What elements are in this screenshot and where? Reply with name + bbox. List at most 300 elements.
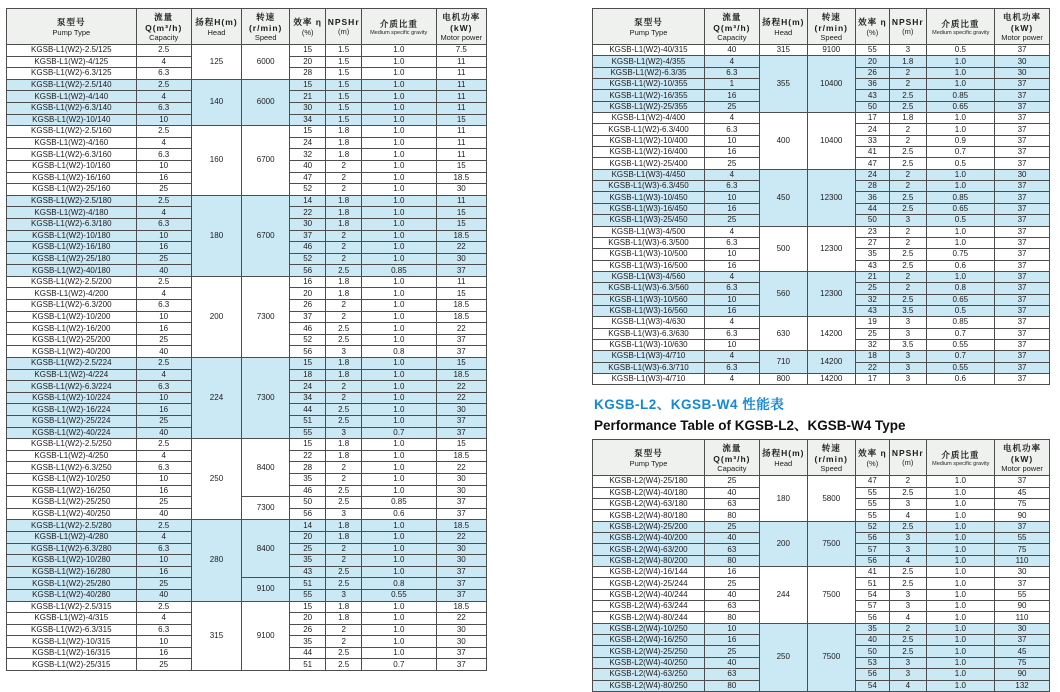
gravity-cell: 0.7 [926,328,995,339]
power-cell: 37 [995,226,1050,237]
npshr-cell: 1.8 [326,520,362,532]
npshr-cell: 4 [890,510,927,521]
head-cell: 200 [759,521,807,566]
capacity-cell: 2.5 [136,601,191,613]
gravity-cell: 0.85 [362,497,436,509]
capacity-cell: 10 [704,249,759,260]
gravity-cell: 1.0 [362,485,436,497]
efficiency-cell: 55 [855,45,889,56]
capacity-cell: 4 [704,373,759,384]
gravity-cell: 1.0 [362,624,436,636]
pump-type-cell: KGSB-L2(W4)-80/180 [593,510,705,521]
gravity-cell: 0.5 [926,45,995,56]
npshr-cell: 2.5 [890,567,927,578]
efficiency-cell: 57 [855,601,889,612]
pump-type-cell: KGSB-L1(W2)-40/224 [7,427,137,439]
efficiency-cell: 15 [290,358,326,370]
gravity-cell: 1.0 [362,56,436,68]
speed-cell: 14200 [807,373,855,384]
efficiency-cell: 20 [290,56,326,68]
efficiency-cell: 52 [290,184,326,196]
gravity-cell: 1.0 [926,181,995,192]
gravity-cell: 1.0 [926,521,995,532]
power-cell: 15 [436,160,486,172]
efficiency-cell: 21 [290,91,326,103]
capacity-cell: 2.5 [136,358,191,370]
gravity-cell: 1.0 [926,646,995,657]
efficiency-cell: 55 [290,427,326,439]
capacity-cell: 2.5 [136,520,191,532]
capacity-cell: 10 [704,623,759,634]
pump-type-cell: KGSB-L1(W2)-4/140 [7,91,137,103]
gravity-cell: 1.0 [362,218,436,230]
power-cell: 45 [995,487,1050,498]
efficiency-cell: 40 [855,635,889,646]
pump-type-cell: KGSB-L1(W2)-10/315 [7,636,137,648]
column-header-cn: 效率 η [858,448,887,459]
npshr-cell: 2 [326,184,362,196]
capacity-cell: 16 [136,172,191,184]
npshr-cell: 2 [326,230,362,242]
npshr-cell: 3 [890,328,927,339]
efficiency-cell: 22 [290,207,326,219]
efficiency-cell: 16 [290,276,326,288]
gravity-cell: 1.0 [926,124,995,135]
pump-type-cell: KGSB-L2(W4)-80/200 [593,555,705,566]
gravity-cell: 1.0 [362,392,436,404]
column-header-cn: 效率 η [293,17,322,27]
npshr-cell: 2 [326,392,362,404]
npshr-cell: 2 [326,300,362,312]
power-cell: 30 [436,485,486,497]
kgsb-l2-w4-table [592,439,1050,692]
efficiency-cell: 20 [290,531,326,543]
gravity-cell: 1.0 [926,169,995,180]
column-header-cn: 流量Q(m³/h) [145,12,183,33]
npshr-cell: 1.8 [326,137,362,149]
pump-type-cell: KGSB-L1(W2)-10/224 [7,392,137,404]
power-cell: 37 [436,265,486,277]
pump-type-cell: KGSB-L1(W2)-16/160 [7,172,137,184]
column-header-cn: 泵型号 [634,448,663,459]
column-header [807,9,855,45]
npshr-cell: 1.8 [326,358,362,370]
pump-type-cell: KGSB-L2(W4)-40/200 [593,533,705,544]
capacity-cell: 10 [136,392,191,404]
efficiency-cell: 46 [290,323,326,335]
gravity-cell: 1.0 [362,242,436,254]
gravity-cell: 1.0 [362,300,436,312]
npshr-cell: 1.5 [326,79,362,91]
capacity-cell: 16 [136,323,191,335]
gravity-cell: 1.0 [926,589,995,600]
pump-type-cell: KGSB-L1(W2)-40/250 [7,508,137,520]
gravity-cell: 0.8 [926,283,995,294]
capacity-cell: 6.3 [704,237,759,248]
column-header-en: Pump Type [629,459,668,469]
table-row [593,271,1050,282]
table-row [593,113,1050,124]
efficiency-cell: 54 [855,680,889,691]
power-cell: 37 [995,192,1050,203]
efficiency-cell: 22 [290,450,326,462]
power-cell: 37 [436,334,486,346]
gravity-cell: 1.0 [926,79,995,90]
efficiency-cell: 21 [855,271,889,282]
npshr-cell: 2.5 [326,485,362,497]
power-cell: 30 [995,67,1050,78]
efficiency-cell: 30 [290,102,326,114]
capacity-cell: 6.3 [136,624,191,636]
pump-type-cell: KGSB-L2(W4)-63/250 [593,669,705,680]
gravity-cell: 1.0 [926,555,995,566]
power-cell: 30 [436,543,486,555]
pump-type-cell: KGSB-L1(W3)-4/450 [593,169,705,180]
head-cell: 125 [191,45,241,80]
gravity-cell: 1.0 [926,499,995,510]
table-row [593,567,1050,578]
speed-cell: 9100 [242,578,290,601]
gravity-cell: 1.0 [362,311,436,323]
pump-type-cell: KGSB-L1(W2)-4/180 [7,207,137,219]
capacity-cell: 10 [704,135,759,146]
column-header-cn: 电机功率(kW) [1003,443,1042,465]
npshr-cell: 2.5 [326,404,362,416]
efficiency-cell: 37 [290,230,326,242]
table-row [7,79,487,91]
power-cell: 37 [995,79,1050,90]
npshr-cell: 3 [326,427,362,439]
npshr-cell: 2.5 [890,487,927,498]
capacity-cell: 25 [136,497,191,509]
gravity-cell: 1.0 [926,657,995,668]
pump-type-cell: KGSB-L1(W3)-6.3/560 [593,283,705,294]
efficiency-cell: 28 [290,462,326,474]
npshr-cell: 1.8 [326,207,362,219]
npshr-cell: 1.8 [890,113,927,124]
gravity-cell: 0.85 [926,90,995,101]
speed-cell: 7500 [807,567,855,624]
capacity-cell: 6.3 [136,462,191,474]
column-header [136,9,191,45]
pump-type-cell: KGSB-L1(W2)-2.5/200 [7,276,137,288]
table-row [593,56,1050,67]
kgsb-l1-table-left [6,8,487,671]
gravity-cell: 1.0 [362,543,436,555]
power-cell: 11 [436,149,486,161]
pump-type-cell: KGSB-L1(W2)-6.3/400 [593,124,705,135]
efficiency-cell: 47 [290,172,326,184]
gravity-cell: 1.0 [362,253,436,265]
efficiency-cell: 14 [290,195,326,207]
npshr-cell: 1.5 [326,114,362,126]
head-cell: 315 [191,601,241,671]
gravity-cell: 1.0 [362,520,436,532]
power-cell: 37 [995,305,1050,316]
capacity-cell: 63 [704,499,759,510]
pump-type-cell: KGSB-L2(W4)-63/180 [593,499,705,510]
gravity-cell: 0.65 [926,203,995,214]
efficiency-cell: 54 [855,589,889,600]
npshr-cell: 2 [326,253,362,265]
pump-type-cell: KGSB-L1(W3)-4/710 [593,373,705,384]
speed-cell: 6700 [242,195,290,276]
npshr-cell: 2.5 [326,659,362,671]
power-cell: 11 [436,56,486,68]
speed-cell: 6000 [242,79,290,125]
efficiency-cell: 51 [290,416,326,428]
capacity-cell: 40 [704,589,759,600]
power-cell: 7.5 [436,45,486,57]
npshr-cell: 2.5 [890,578,927,589]
capacity-cell: 40 [136,589,191,601]
capacity-cell: 80 [704,510,759,521]
pump-type-cell: KGSB-L1(W3)-10/560 [593,294,705,305]
column-header-cn: 扬程H(m) [762,448,805,459]
efficiency-cell: 19 [855,317,889,328]
capacity-cell: 4 [136,91,191,103]
npshr-cell: 3 [890,544,927,555]
capacity-cell: 25 [704,521,759,532]
npshr-cell: 2 [326,172,362,184]
column-header [926,440,995,476]
speed-cell: 7300 [242,358,290,439]
capacity-cell: 6.3 [704,362,759,373]
gravity-cell: 1.0 [362,184,436,196]
head-cell: 180 [191,195,241,276]
gravity-cell: 1.0 [362,195,436,207]
pump-type-cell: KGSB-L1(W2)-6.3/160 [7,149,137,161]
column-header [593,440,705,476]
efficiency-cell: 55 [855,499,889,510]
column-header-cn: 转速(r/min) [248,12,283,33]
efficiency-cell: 17 [855,373,889,384]
power-cell: 11 [436,102,486,114]
pump-type-cell: KGSB-L1(W2)-6.3/35 [593,67,705,78]
pump-type-cell: KGSB-L1(W2)-40/200 [7,346,137,358]
pump-type-cell: KGSB-L1(W2)-6.3/315 [7,624,137,636]
power-cell: 18.5 [436,450,486,462]
pump-type-cell: KGSB-L1(W2)-16/400 [593,147,705,158]
capacity-cell: 10 [136,555,191,567]
npshr-cell: 2 [890,271,927,282]
gravity-cell: 0.7 [926,147,995,158]
npshr-cell: 2 [326,462,362,474]
efficiency-cell: 30 [290,218,326,230]
pump-type-cell: KGSB-L2(W4)-40/180 [593,487,705,498]
capacity-cell: 25 [704,158,759,169]
efficiency-cell: 50 [290,497,326,509]
speed-cell: 14200 [807,351,855,374]
column-header-cn: 介质比重 [379,18,418,29]
column-header-cn: 介质比重 [941,18,980,29]
head-cell: 710 [759,351,807,374]
speed-cell: 7300 [242,497,290,520]
gravity-cell: 0.5 [926,215,995,226]
power-cell: 90 [995,510,1050,521]
power-cell: 37 [995,283,1050,294]
table-row [7,195,487,207]
gravity-cell: 1.0 [362,126,436,138]
gravity-cell: 1.0 [362,555,436,567]
efficiency-cell: 18 [855,351,889,362]
efficiency-cell: 55 [855,510,889,521]
gravity-cell: 1.0 [926,669,995,680]
capacity-cell: 1 [704,79,759,90]
npshr-cell: 2.5 [890,90,927,101]
efficiency-cell: 41 [855,567,889,578]
efficiency-cell: 41 [855,147,889,158]
column-header-cn: 流量Q(m³/h) [713,12,751,33]
npshr-cell: 2 [326,473,362,485]
speed-cell: 12300 [807,169,855,226]
speed-cell: 6700 [242,126,290,196]
npshr-cell: 1.8 [326,195,362,207]
npshr-cell: 1.8 [326,126,362,138]
column-header-en: Pump Type [629,28,668,37]
npshr-cell: 3.5 [890,305,927,316]
efficiency-cell: 20 [290,288,326,300]
efficiency-cell: 44 [855,203,889,214]
efficiency-cell: 35 [290,473,326,485]
npshr-cell: 2 [326,311,362,323]
power-cell: 18.5 [436,520,486,532]
efficiency-cell: 27 [855,237,889,248]
efficiency-cell: 25 [290,543,326,555]
power-cell: 30 [436,636,486,648]
column-header [926,9,995,45]
pump-type-cell: KGSB-L1(W2)-10/400 [593,135,705,146]
column-header-en: Speed [820,33,843,42]
column-header-en: (m) [338,27,350,36]
npshr-cell: 3 [890,601,927,612]
power-cell: 37 [995,237,1050,248]
efficiency-cell: 15 [290,126,326,138]
npshr-cell: 3 [890,373,927,384]
efficiency-cell: 56 [855,612,889,623]
capacity-cell: 63 [704,544,759,555]
table-row [7,578,487,590]
speed-cell: 12300 [807,271,855,316]
pump-type-cell: KGSB-L1(W2)-2.5/160 [7,126,137,138]
head-cell: 630 [759,317,807,351]
column-header [995,9,1050,45]
power-cell: 75 [995,657,1050,668]
npshr-cell: 2.5 [890,646,927,657]
efficiency-cell: 56 [855,555,889,566]
efficiency-cell: 57 [855,544,889,555]
capacity-cell: 4 [136,531,191,543]
power-cell: 37 [995,158,1050,169]
gravity-cell: 1.0 [926,271,995,282]
gravity-cell: 1.0 [926,601,995,612]
npshr-cell: 2 [326,555,362,567]
gravity-cell: 0.65 [926,101,995,112]
power-cell: 37 [995,45,1050,56]
column-header-en: Head [774,28,793,37]
power-cell: 18.5 [436,311,486,323]
column-header [436,9,486,45]
table-row [7,439,487,451]
power-cell: 37 [436,647,486,659]
pump-type-cell: KGSB-L2(W4)-40/250 [593,657,705,668]
capacity-cell: 16 [704,147,759,158]
efficiency-cell: 15 [290,439,326,451]
table-row [593,623,1050,634]
efficiency-cell: 52 [290,253,326,265]
pump-type-cell: KGSB-L1(W3)-6.3/710 [593,362,705,373]
power-cell: 37 [995,249,1050,260]
table-row [7,276,487,288]
head-cell: 450 [759,169,807,226]
pump-type-cell: KGSB-L1(W2)-2.5/140 [7,79,137,91]
pump-type-cell: KGSB-L1(W2)-25/280 [7,578,137,590]
gravity-cell: 0.55 [926,339,995,350]
pump-type-cell: KGSB-L1(W2)-10/355 [593,79,705,90]
capacity-cell: 4 [704,351,759,362]
capacity-cell: 6.3 [136,218,191,230]
power-cell: 30 [995,567,1050,578]
capacity-cell: 4 [136,369,191,381]
table-row [593,476,1050,487]
pump-type-cell: KGSB-L2(W4)-10/250 [593,623,705,634]
column-header-en: Speed [820,464,843,474]
gravity-cell: 1.0 [926,533,995,544]
efficiency-cell: 40 [290,160,326,172]
efficiency-cell: 28 [290,68,326,80]
power-cell: 37 [436,416,486,428]
npshr-cell: 2.5 [890,203,927,214]
column-header-cn: 泵型号 [57,17,86,27]
column-header-en: (m) [902,27,914,36]
npshr-cell: 1.5 [326,91,362,103]
pump-type-cell: KGSB-L2(W4)-25/244 [593,578,705,589]
pump-type-cell: KGSB-L1(W2)-10/200 [7,311,137,323]
column-header-cn: NPSHr [891,448,924,459]
efficiency-cell: 25 [855,283,889,294]
npshr-cell: 2 [326,543,362,555]
npshr-cell: 3 [890,669,927,680]
head-cell: 244 [759,567,807,624]
capacity-cell: 4 [704,56,759,67]
npshr-cell: 2 [890,283,927,294]
capacity-cell: 40 [136,265,191,277]
column-header [704,9,759,45]
power-cell: 37 [995,339,1050,350]
capacity-cell: 6.3 [136,543,191,555]
npshr-cell: 2 [326,381,362,393]
pump-type-cell: KGSB-L1(W3)-16/500 [593,260,705,271]
capacity-cell: 25 [136,334,191,346]
column-header-en: Motor power [440,33,483,42]
efficiency-cell: 35 [290,555,326,567]
pump-type-cell: KGSB-L1(W3)-16/560 [593,305,705,316]
capacity-cell: 63 [704,601,759,612]
gravity-cell: 1.0 [926,56,995,67]
column-header [593,9,705,45]
column-header-cn: 效率 η [858,17,887,27]
power-cell: 15 [436,218,486,230]
head-cell: 200 [191,276,241,357]
pump-type-cell: KGSB-L1(W2)-40/315 [593,45,705,56]
column-header-en: (%) [866,459,879,469]
pump-type-cell: KGSB-L1(W3)-6.3/450 [593,181,705,192]
npshr-cell: 3.5 [890,339,927,350]
capacity-cell: 25 [704,578,759,589]
pump-type-cell: KGSB-L1(W2)-10/180 [7,230,137,242]
capacity-cell: 4 [704,271,759,282]
power-cell: 110 [995,612,1050,623]
